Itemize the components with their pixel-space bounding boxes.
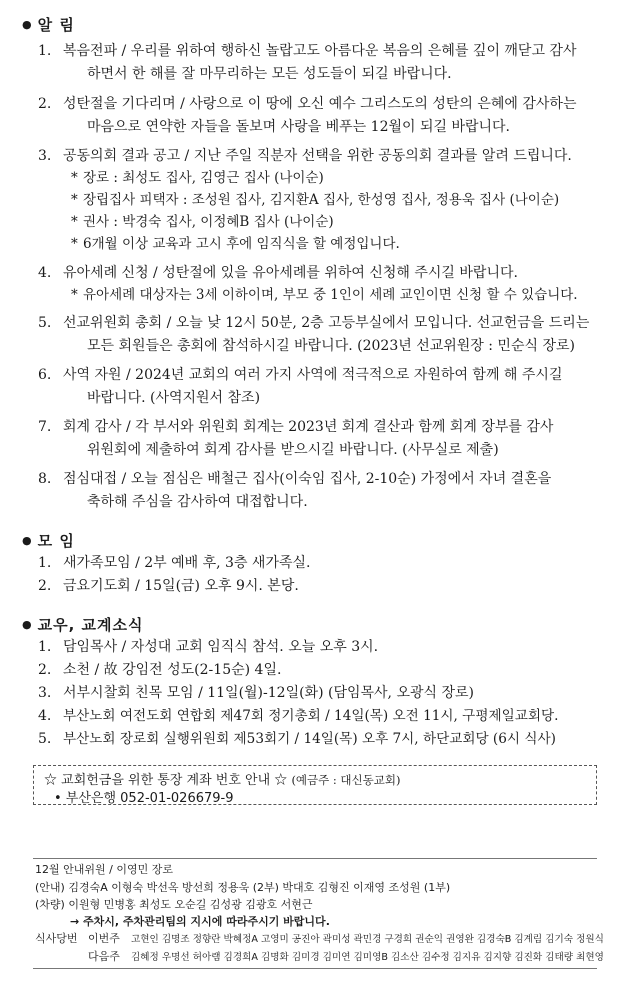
notice-item-5-line-1: 선교위원회 총회 / 오늘 낮 12시 50분, 2층 고등부실에서 모입니다. 선교헌금을 드리는: [63, 315, 590, 331]
bullet-icon: ●: [22, 18, 33, 31]
meeting-item-1-number: 1.: [38, 555, 52, 571]
news-item-2-number: 2.: [38, 662, 52, 678]
news-section-title: [22, 614, 143, 635]
notice-item-4-number: 4.: [38, 265, 52, 281]
news-item-4-text: 부산노회 여전도회 연합회 제47회 정기총회 / 14일(목) 오전 11시, 구평제일교회당.: [63, 708, 559, 724]
news-item-1-text: 담임목사 / 자성대 교회 임직식 참석. 오늘 오후 3시.: [63, 639, 379, 655]
footer-guide: 12월 안내위원 / 이영민 장로: [35, 863, 173, 876]
notice-section-title: [22, 14, 75, 35]
notice-item-3-sub-3: * 권사 : 박경숙 집사, 이정혜B 집사 (나이순): [71, 214, 334, 230]
news-item-2-text: 소천 / 故 강임전 성도(2-15순) 4일.: [63, 662, 282, 678]
notice-item-3-sub-1: * 장로 : 최성도 집사, 김영근 집사 (나이순): [71, 170, 324, 186]
notice-item-8-number: 8.: [38, 471, 52, 487]
meeting-item-1-text: 새가족모임 / 2부 예배 후, 3층 새가족실.: [63, 555, 311, 571]
notice-item-6-line-1: 사역 자원 / 2024년 교회의 여러 가지 사역에 적극적으로 자원하여 함께 해 주시길: [63, 367, 563, 383]
notice-item-3-sub-4: * 6개월 이상 교육과 고시 후에 임직식을 할 예정입니다.: [71, 236, 400, 252]
notice-item-8-line-2: 축하해 주심을 감사하여 대접합니다.: [87, 494, 308, 510]
account-bank-line: • 부산은행 052-01-026679-9: [54, 791, 234, 806]
notice-item-6-number: 6.: [38, 367, 52, 383]
meeting-item-2-number: 2.: [38, 578, 52, 594]
notice-item-4-line-1: 유아세례 신청 / 성탄절에 있을 유아세례를 위하여 신청해 주시길 바랍니다.: [63, 265, 518, 281]
meeting-title-text: 모 임: [37, 532, 75, 550]
news-item-1-number: 1.: [38, 639, 52, 655]
footer-bottom-divider: [33, 968, 597, 969]
asterisk-icon: *: [71, 236, 78, 252]
footer-meal-row-1-names: 고현인 김명조 정향란 박혜정A 고영미 공진아 곽미성 곽민경 구경희 권순익 권영완 김경숙B 김계림 김기숙 정원식: [131, 934, 604, 945]
notice-item-2-line-1: 성탄절을 기다리며 / 사랑으로 이 땅에 오신 예수 그리스도의 성탄의 은혜에 감사하는: [63, 96, 577, 112]
notice-item-7-number: 7.: [38, 419, 52, 435]
notice-item-3-line-1: 공동의회 결과 공고 / 지난 주일 직분자 선택을 위한 공동의회 결과를 알려 드립니다.: [63, 148, 572, 164]
notice-item-2-line-2: 마음으로 연약한 자들을 돌보며 사랑을 베푸는 12월이 되길 바랍니다.: [87, 119, 511, 135]
notice-item-1-line-2: 하면서 한 해를 잘 마무리하는 모든 성도들이 되길 바랍니다.: [87, 66, 452, 82]
account-holder: (예금주 : 대신동교회): [291, 773, 401, 787]
notice-item-6-line-2: 바랍니다. (사역지원서 참조): [87, 390, 261, 406]
notice-item-7-line-2: 위원회에 제출하여 회계 감사를 받으시길 바랍니다. (사무실로 제출): [87, 442, 499, 458]
footer-meal-row-1-label: 이번주: [88, 932, 120, 945]
notice-item-3-number: 3.: [38, 148, 52, 164]
footer-parking-line: (차량) 이원형 민병홍 최성도 오순길 김성광 김광호 서현근: [35, 898, 313, 911]
asterisk-icon: *: [71, 287, 78, 303]
footer-guide-line: (안내) 김경숙A 이형숙 박선옥 방선희 정용욱 (2부) 박대호 김형진 이재영 조성원 (1부): [35, 881, 451, 894]
notice-item-8-line-1: 점심대접 / 오늘 점심은 배철근 집사(이숙임 집사, 2-10순) 가정에서 자녀 결혼을: [63, 471, 552, 487]
asterisk-icon: *: [71, 192, 78, 208]
notice-item-5-number: 5.: [38, 315, 52, 331]
meeting-section-title: [22, 530, 75, 551]
news-item-3-text: 서부시찰회 친목 모임 / 11일(월)-12일(화) (담임목사, 오광식 장로): [63, 685, 474, 701]
notice-item-2-number: 2.: [38, 96, 52, 112]
bullet-icon: ●: [22, 534, 33, 547]
asterisk-icon: *: [71, 170, 78, 186]
news-item-5-number: 5.: [38, 731, 52, 747]
account-title-line: [44, 769, 400, 788]
footer-parking-note: → 주차시, 주차관리팀의 지시에 따라주시기 바랍니다.: [70, 915, 330, 928]
news-item-3-number: 3.: [38, 685, 52, 701]
notice-item-1-line-1: 복음전파 / 우리를 위하여 행하신 놀랍고도 아름다운 복음의 은혜를 깊이 깨닫고 감사: [63, 43, 577, 59]
footer-meal-label: 식사당번: [35, 932, 78, 945]
news-title-text: 교우, 교계소식: [37, 616, 144, 634]
asterisk-icon: *: [71, 214, 78, 230]
meeting-item-2-text: 금요기도회 / 15일(금) 오후 9시. 본당.: [63, 578, 299, 594]
bullet-icon: ●: [22, 618, 33, 631]
footer-top-divider: [33, 858, 597, 859]
news-item-5-text: 부산노회 장로회 실행위원회 제53회기 / 14일(목) 오후 7시, 하단교회당 (6시 식사): [63, 731, 556, 747]
notice-item-5-line-2: 모든 회원들은 총회에 참석하시길 바랍니다. (2023년 선교위원장 : 민순식 장로): [87, 338, 575, 354]
footer-meal-row-2-names: 김혜정 우명선 허아램 김경희A 김명화 김미경 김미연 김미영B 김소산 김수정 김지유 김지향 김진화 김태량 최현영: [131, 952, 604, 963]
notice-item-4-sub-1: * 유아세례 대상자는 3세 이하이며, 부모 중 1인이 세례 교인이면 신청 할 수 있습니다.: [71, 287, 578, 303]
footer-meal-row-2-label: 다음주: [88, 950, 120, 963]
notice-item-3-sub-2: * 장립집사 피택자 : 조성원 집사, 김지환A 집사, 한성영 집사, 정용욱 집사 (나이순): [71, 192, 560, 208]
notice-title-text: 알 림: [37, 16, 75, 34]
account-info-box: [33, 765, 597, 805]
notice-item-1-number: 1.: [38, 43, 52, 59]
account-title: ☆ 교회헌금을 위한 통장 계좌 번호 안내 ☆: [44, 773, 288, 788]
news-item-4-number: 4.: [38, 708, 52, 724]
notice-item-7-line-1: 회계 감사 / 각 부서와 위원회 회계는 2023년 회계 결산과 함께 회계 장부를 감사: [63, 419, 554, 435]
